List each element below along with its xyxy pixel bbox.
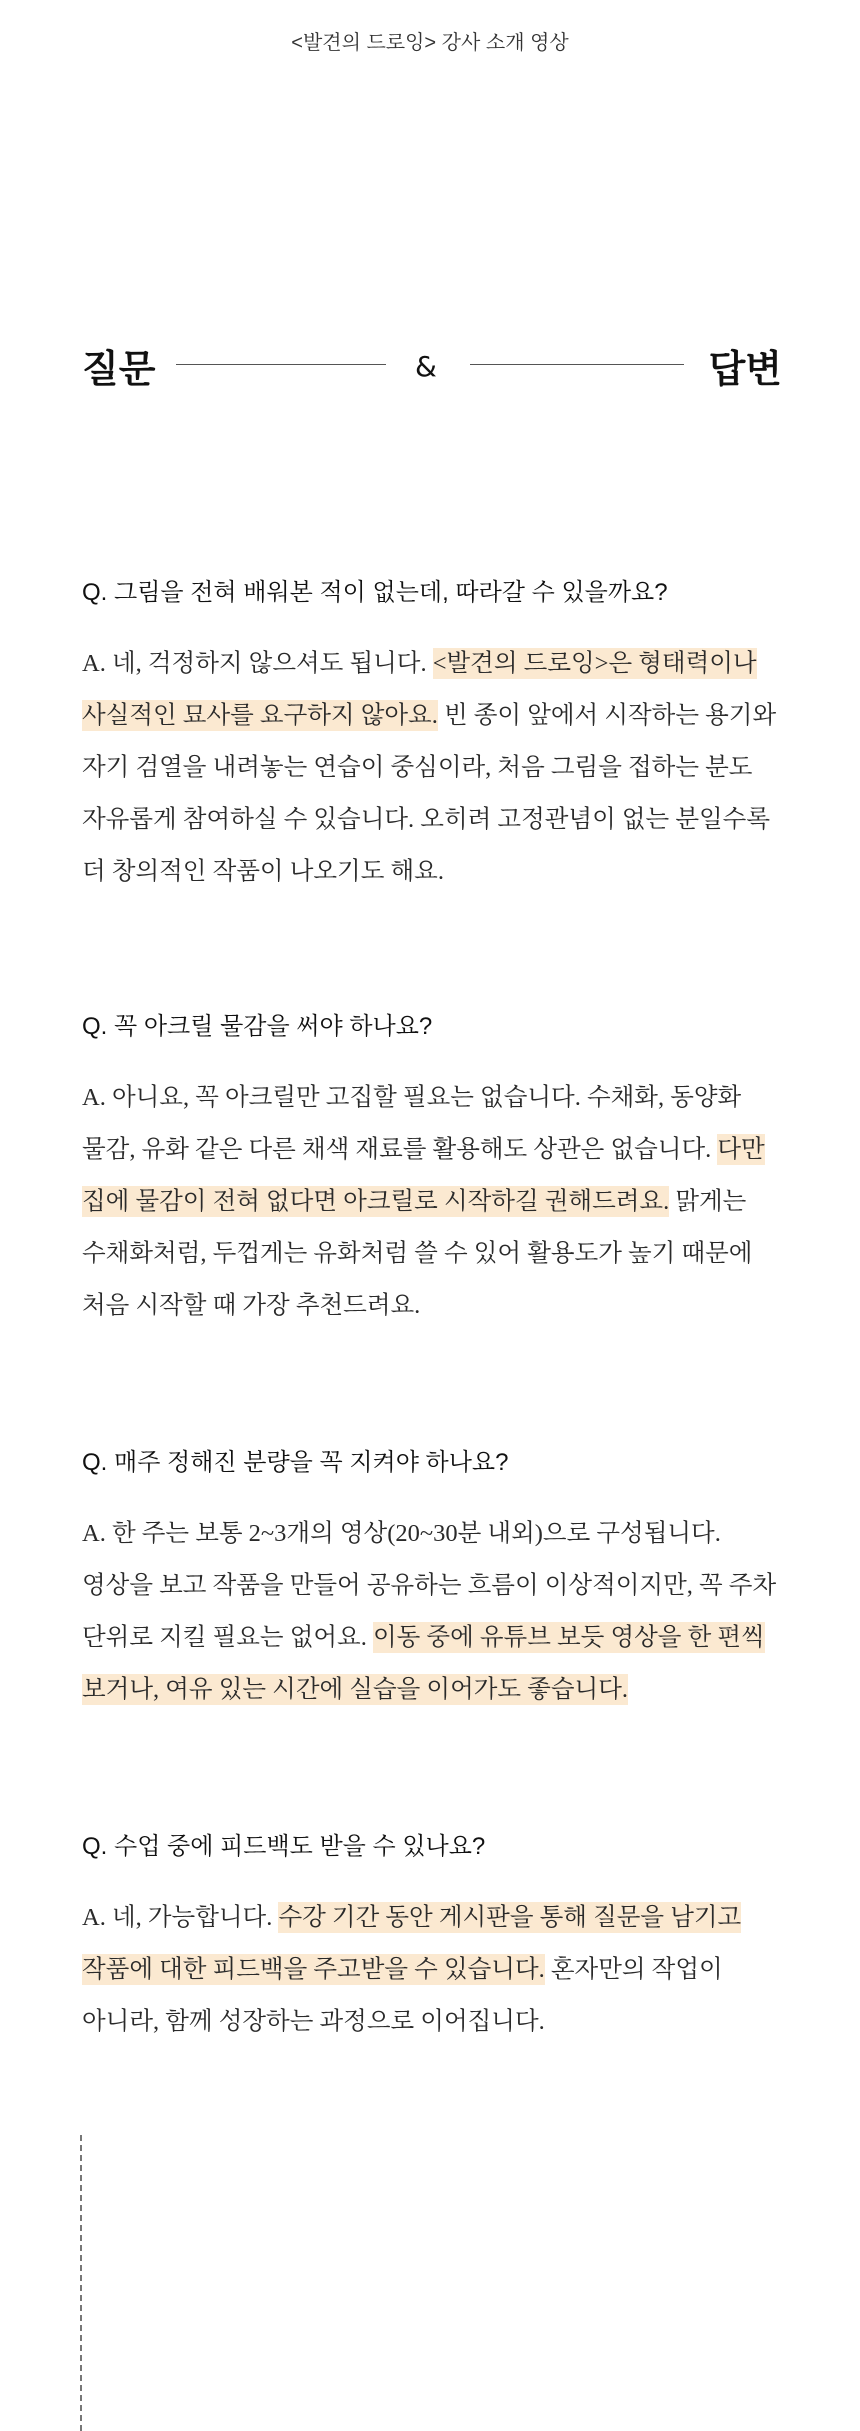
answer-text: 빈 종이 앞에서 시작하는 용기와 자기 검열을 내려놓는 연습이 중심이라, 처음 그림을 접하는 분도 자유롭게 참여하실 수 있습니다. 오히려 고정관념이 없는 분일수록 더 창의적인 작품이 나오기도 해요.: [82, 702, 777, 885]
answer-text: A. 네, 걱정하지 않으셔도 됩니다.: [82, 650, 433, 677]
answer-highlight: <발견의 드로잉>은 형태력이나 사실적인 묘사를 요구하지 않아요.: [82, 650, 757, 729]
answer-highlight: 이동 중에 유튜브 보듯 영상을 한 편씩 보거나, 여유 있는 시간에 실습을 이어가도 좋습니다.: [82, 1624, 765, 1703]
header-divider-right: [470, 364, 684, 365]
answer-text: A. 네, 가능합니다.: [82, 1904, 279, 1931]
qa-section-header: [82, 338, 782, 391]
faq-answer: [82, 638, 782, 898]
faq-item: [82, 576, 782, 898]
faq-item: [82, 1446, 782, 1716]
answer-text: 맑게는 수채화처럼, 두껍게는 유화처럼 쓸 수 있어 활용도가 높기 때문에 처음 시작할 때 가장 추천드려요.: [82, 1188, 753, 1319]
ampersand: &: [415, 350, 437, 383]
question-heading: 질문: [82, 347, 156, 391]
faq-item: [82, 1830, 782, 2048]
faq-question: Q. 수업 중에 피드백도 받을 수 있나요?: [82, 1833, 486, 1860]
header-divider-left: [176, 364, 386, 365]
answer-text: 혼자만의 작업이 아니라, 함께 성장하는 과정으로 이어집니다.: [82, 1956, 723, 2035]
answer-highlight: 다만 집에 물감이 전혀 없다면 아크릴로 시작하길 권해드려요.: [82, 1136, 765, 1215]
faq-question: Q. 그림을 전혀 배워본 적이 없는데, 따라갈 수 있을까요?: [82, 579, 668, 606]
answer-heading: 답변: [708, 347, 782, 391]
dashed-divider: [80, 2135, 82, 2431]
faq-answer: [82, 1892, 782, 2048]
faq-question: Q. 꼭 아크릴 물감을 써야 하나요?: [82, 1013, 433, 1040]
answer-highlight: 수강 기간 동안 게시판을 통해 질문을 남기고 작품에 대한 피드백을 주고받을 수 있습니다.: [82, 1904, 742, 1983]
answer-text: A. 한 주는 보통 2~3개의 영상(20~30분 내외)으로 구성됩니다. 영상을 보고 작품을 만들어 공유하는 흐름이 이상적이지만, 꼭 주차 단위로 지킬 필요는 없어요.: [82, 1520, 777, 1651]
faq-answer: [82, 1508, 782, 1716]
video-caption: <발견의 드로잉> 강사 소개 영상: [291, 32, 569, 54]
faq-question: Q. 매주 정해진 분량을 꼭 지켜야 하나요?: [82, 1449, 509, 1476]
answer-text: A. 아니요, 꼭 아크릴만 고집할 필요는 없습니다. 수채화, 동양화 물감, 유화 같은 다른 채색 재료를 활용해도 상관은 없습니다.: [82, 1084, 742, 1163]
faq-item: [82, 1010, 782, 1332]
faq-answer: [82, 1072, 782, 1332]
